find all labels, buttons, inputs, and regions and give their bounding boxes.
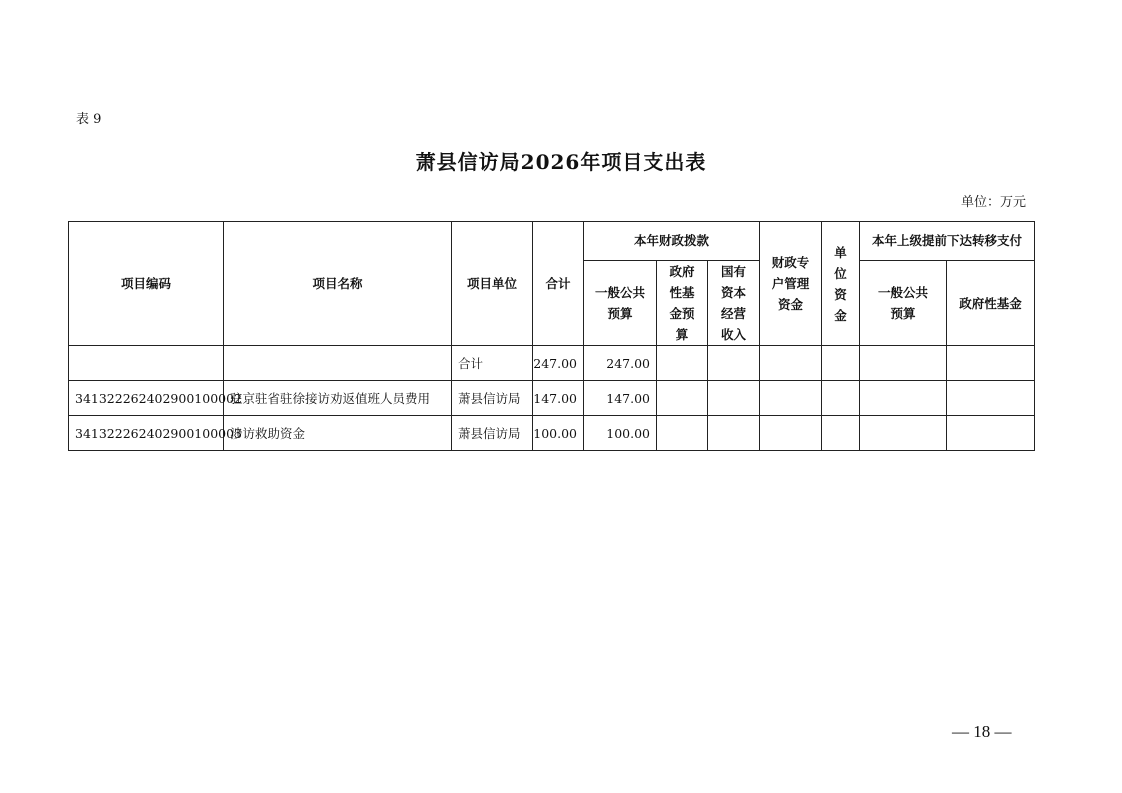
cell-code: 341322262402900100002 (69, 381, 224, 416)
cell-empty (708, 416, 760, 451)
cell-total: 247.00 (533, 346, 584, 381)
cell-empty (657, 346, 708, 381)
cell-empty (822, 346, 860, 381)
table-number: 表 9 (76, 112, 102, 127)
cell-empty (760, 346, 822, 381)
cell-empty (860, 381, 947, 416)
cell-name (224, 346, 452, 381)
header-transfer-gov-fund: 政府性基金 (947, 261, 1035, 346)
table-row (69, 416, 1035, 451)
cell-name: 驻京驻省驻徐接访劝返值班人员费用 (224, 381, 452, 416)
header-fiscal-group: 本年财政拨款 (584, 222, 760, 261)
page-title: 萧县信访局2026年项目支出表 (415, 150, 707, 174)
cell-empty (860, 416, 947, 451)
cell-code: 341322262402900100003 (69, 416, 224, 451)
header-transfer-group: 本年上级提前下达转移支付 (860, 222, 1035, 261)
table-row (69, 381, 1035, 416)
cell-unit: 合计 (452, 346, 533, 381)
header-unit: 项目单位 (452, 222, 533, 346)
header-general-budget: 一般公共预算 (584, 261, 657, 346)
header-transfer-general: 一般公共预算 (860, 261, 947, 346)
header-gov-fund: 政府性基金预算 (657, 261, 708, 346)
cell-name: 涉访救助资金 (224, 416, 452, 451)
cell-empty (947, 416, 1035, 451)
cell-empty (947, 346, 1035, 381)
cell-empty (657, 381, 708, 416)
header-unit-fund: 单位资金 (822, 222, 860, 346)
unit-label: 单位：万元 (960, 195, 1026, 210)
cell-general-budget: 147.00 (584, 381, 657, 416)
header-state-capital: 国有资本经营收入 (708, 261, 760, 346)
cell-empty (947, 381, 1035, 416)
cell-general-budget: 247.00 (584, 346, 657, 381)
page-number: — 18 — (952, 722, 1012, 741)
cell-empty (860, 346, 947, 381)
cell-empty (822, 416, 860, 451)
table-row-total (69, 346, 1035, 381)
header-code: 项目编码 (69, 222, 224, 346)
cell-total: 100.00 (533, 416, 584, 451)
cell-empty (708, 346, 760, 381)
cell-code (69, 346, 224, 381)
cell-general-budget: 100.00 (584, 416, 657, 451)
project-expenditure-table (68, 221, 1035, 451)
cell-total: 147.00 (533, 381, 584, 416)
header-special-fund: 财政专户管理资金 (760, 222, 822, 346)
cell-empty (760, 381, 822, 416)
cell-empty (657, 416, 708, 451)
header-name: 项目名称 (224, 222, 452, 346)
cell-empty (708, 381, 760, 416)
cell-unit: 萧县信访局 (452, 416, 533, 451)
cell-unit: 萧县信访局 (452, 381, 533, 416)
header-total: 合计 (533, 222, 584, 346)
cell-empty (760, 416, 822, 451)
cell-empty (822, 381, 860, 416)
